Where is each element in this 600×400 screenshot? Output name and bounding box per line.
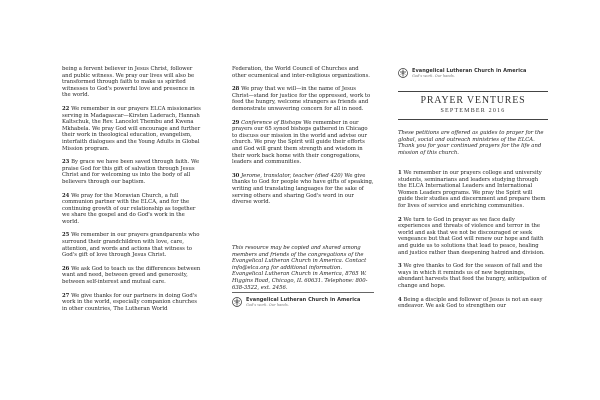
day-number: 26: [62, 265, 70, 272]
day-number: 23: [62, 159, 70, 166]
prayer-paragraph: [62, 66, 202, 99]
prayer-paragraph: [398, 217, 548, 257]
day-number: 3: [398, 263, 402, 270]
intro-text: These petitions are offered as guides to prayer for the global, social and outreach ministries of the ELCA. Thank you for your continued prayers for the life and mission of this church.: [398, 130, 544, 156]
prayer-paragraph: [62, 159, 202, 185]
prayer-text: We pray that we will—in the name of Jesus Christ—stand for justice for the oppressed, work to feed the hungry, welcome strangers as friends and demonstrate unwavering concern for all in need.: [232, 86, 371, 112]
prayer-text: Federation, the World Council of Churches and other ecumenical and inter-religious organizations.: [232, 66, 370, 79]
title-rule-top: [398, 91, 548, 92]
commemoration-title: Jerome, translator, teacher (died 420): [241, 172, 343, 179]
prayer-paragraph: [232, 120, 374, 166]
prayer-text: We give thanks to God for the season of fall and the ways in which it reminds us of new beginnings, abundant harvests that feed the hungry, anticipation of change and hope.: [398, 263, 547, 289]
day-number: 4: [398, 296, 402, 303]
prayer-text: We give thanks to God for people who have gifts of speaking, writing and translating languages for the sake of serving others and sharing God's word in our diverse world.: [232, 172, 374, 206]
prayer-paragraph: [398, 263, 548, 289]
day-number: 28: [232, 86, 240, 93]
prayer-paragraph: [62, 193, 202, 226]
title-rule-bottom: [398, 119, 548, 120]
page-title: PRAYER VENTURES: [420, 95, 526, 106]
footer-divider: [232, 292, 374, 293]
prayer-text: By grace we have been saved through faith. We praise God for this gift of salvation through Jesus Christ and for welcoming us into the body of all believers through our baptism.: [62, 159, 200, 185]
org-name: Evangelical Lutheran Church in America: [412, 68, 527, 74]
column-3: [398, 170, 548, 317]
day-number: 24: [62, 192, 70, 199]
day-number: 2: [398, 216, 402, 223]
prayer-text: We remember in our prayers grandparents who surround their grandchildren with love, care, attention, and words and actions that witness to God's gift of love through Jesus Christ.: [62, 232, 200, 259]
day-number: 22: [62, 105, 70, 112]
day-number: 1: [398, 170, 402, 176]
prayer-text: Being a disciple and follower of Jesus is not an easy endeavor. We ask God to strengthen our: [398, 296, 543, 310]
org-name: Evangelical Lutheran Church in America: [246, 297, 361, 303]
prayer-paragraph: [398, 170, 548, 210]
prayer-paragraph: [232, 66, 374, 79]
prayer-text: We ask God to teach us the differences between want and need, between greed and generosity, between self-interest and mutual care.: [62, 265, 201, 286]
day-number: 29: [232, 119, 240, 126]
org-tagline: God's work. Our hands.: [246, 303, 289, 307]
day-number: 30: [232, 172, 240, 179]
prayer-paragraph: [232, 173, 374, 206]
day-number: 25: [62, 232, 70, 239]
commemoration-title: Conference of Bishops: [241, 119, 302, 126]
prayer-paragraph: [62, 232, 202, 258]
elca-cross-icon: [398, 68, 408, 78]
prayer-text: We give thanks for our partners in doing God's work in the world, especially companion churches in other countries, The Lutheran World: [62, 292, 197, 312]
column-1: [62, 66, 202, 319]
footer-logo: [232, 297, 360, 307]
page-subtitle: SEPTEMBER 2016: [440, 108, 506, 114]
prayer-text: We pray for the Moravian Church, a full communion partner with the ELCA, and for the continuing growth of our relationship as together we share the gospel and do God's work in the world.: [62, 192, 196, 225]
org-tagline: God's work. Our hands.: [412, 74, 455, 78]
prayer-paragraph: [232, 86, 374, 112]
elca-cross-icon: [232, 297, 242, 307]
prayer-paragraph: [398, 297, 548, 310]
day-number: 27: [62, 292, 70, 299]
column-2: [232, 66, 374, 213]
copyright-notice: This resource may be copied and shared among members and friends of the congregations of the Evangelical Lutheran Church in America. Contact info@elca.org for additional information. Evangelical Lutheran Church in America, 8765 W. Higgins Road, Chicago, IL 60631. Telephone: 800-638-3522, ext. 2456.: [232, 245, 368, 291]
prayer-text: We remember in our prayers our 65 synod bishops gathered in Chicago to discuss our mission in the world and advise our church. We pray the Spirit will guide their efforts and God will grant them strength and wisdom in their work back home with their congregations, leaders and communities.: [232, 119, 368, 166]
prayer-text: We remember in our prayers college and university students, seminarians and leaders studying through the ELCA International Leaders and International Women Leaders programs. We pray the Spirit will guide their studies and discernment and prepare them for lives of service and enriching communities.: [398, 170, 546, 209]
prayer-paragraph: [62, 266, 202, 286]
prayer-paragraph: [62, 106, 202, 152]
prayer-paragraph: [62, 293, 202, 313]
prayer-text: We remember in our prayers ELCA missionaries serving in Madagascar—Kirsten Laderach, Hannah Kaltschuk, the Rev. Lancelot Thembu and Kwena Mkhabela. We pray God will encourage and further their work in theological education, evangelism, interfaith dialogues and the Young Adults in Global Mission program.: [62, 105, 201, 152]
header-logo: [398, 68, 526, 78]
prayer-text: We turn to God in prayer as we face daily experiences and threats of violence and terror in the world and ask that we not be discouraged or seek vengeance but that God will renew our hope and faith and guide us to solutions that lead to peace, healing and justice rather than deepening hatred and division.: [398, 216, 545, 256]
prayer-text: being a fervent believer in Jesus Christ, follower and public witness. We pray our lives will also be transformed through faith to make us spirited witnesses to God's powerful love and presence in the world.: [62, 66, 195, 99]
